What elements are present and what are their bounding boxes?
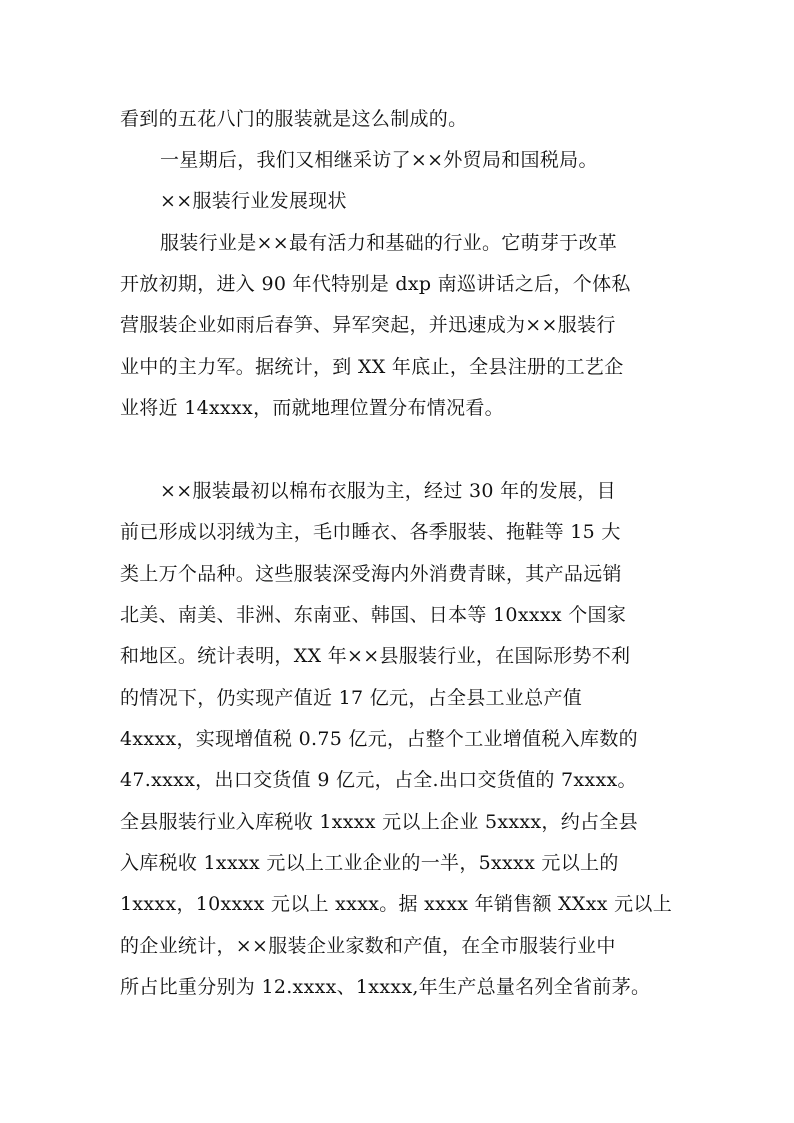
paragraph-line: 的情况下，仍实现产值近 17 亿元，占全县工业总产值 <box>120 687 583 709</box>
paragraph-line: 营服装企业如雨后春笋、异军突起，并迅速成为××服装行 <box>120 314 616 336</box>
paragraph-line: 业将近 14xxxx，而就地理位置分布情况看。 <box>120 397 504 419</box>
paragraph-line: 服装行业是××最有活力和基础的行业。它萌芽于改革 <box>160 232 618 254</box>
paragraph-line: 业中的主力军。据统计，到 XX 年底止，全县注册的工艺企 <box>120 356 624 378</box>
paragraph-line: 前已形成以羽绒为主，毛巾睡衣、各季服装、拖鞋等 15 大 <box>120 521 621 543</box>
paragraph-line: 47.xxxx，出口交货值 9 亿元，占全.出口交货值的 7xxxx。 <box>120 769 637 791</box>
paragraph-line: 北美、南美、非洲、东南亚、韩国、日本等 10xxxx 个国家 <box>120 604 627 626</box>
paragraph-line: 所占比重分别为 12.xxxx、1xxxx,年生产总量名列全省前茅。 <box>120 976 651 998</box>
paragraph-line: 的企业统计，××服装企业家数和产值，在全市服装行业中 <box>120 935 616 957</box>
section-heading: ××服装行业发展现状 <box>160 190 347 212</box>
paragraph-line: 开放初期，进入 90 年代特别是 dxp 南巡讲话之后，个体私 <box>120 273 631 295</box>
paragraph-line: 一星期后，我们又相继采访了××外贸局和国税局。 <box>160 149 598 171</box>
paragraph-line: 全县服装行业入库税收 1xxxx 元以上企业 5xxxx，约占全县 <box>120 811 638 833</box>
paragraph-line: 1xxxx，10xxxx 元以上 xxxx。据 xxxx 年销售额 XXxx 元以上 <box>120 893 673 915</box>
paragraph-line: 类上万个品种。这些服装深受海内外消费青睐，其产品远销 <box>120 563 622 585</box>
paragraph-line: 看到的五花八门的服装就是这么制成的。 <box>120 108 468 130</box>
paragraph-line: ××服装最初以棉布衣服为主，经过 30 年的发展，目 <box>160 480 616 502</box>
paragraph-line: 4xxxx，实现增值税 0.75 亿元，占整个工业增值税入库数的 <box>120 728 638 750</box>
paragraph-line: 入库税收 1xxxx 元以上工业企业的一半，5xxxx 元以上的 <box>120 852 619 874</box>
paragraph-line: 和地区。统计表明，XX 年××县服装行业，在国际形势不利 <box>120 645 631 667</box>
